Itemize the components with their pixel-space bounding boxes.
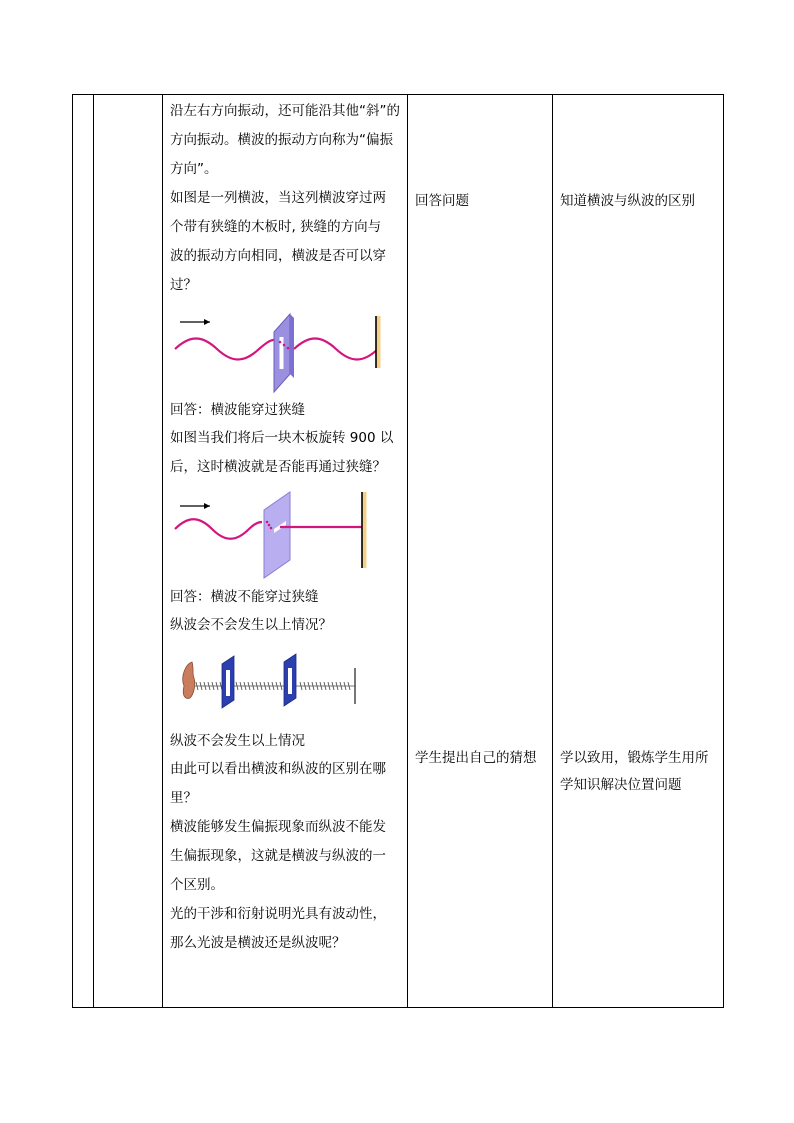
- table-row: [73, 95, 724, 1008]
- design-intent-cell: [553, 95, 724, 1008]
- teaching-content-cell: [163, 95, 408, 1008]
- answer-line: 纵波不会发生以上情况: [170, 733, 305, 749]
- text-line: 沿左右方向振动，还可能沿其他“斜”的: [170, 103, 400, 119]
- text-line: 后，这时横波就是否能再通过狭缝？: [170, 459, 386, 475]
- table-cell-index: [73, 95, 94, 1008]
- student-activity-text: 回答问题: [415, 193, 469, 209]
- answer-line: 回答：横波能穿过狭缝: [170, 402, 305, 418]
- student-activity-cell: [408, 95, 553, 1008]
- text-line: 波的振动方向相同，横波是否可以穿: [170, 248, 386, 264]
- text-line: 如图当我们将后一块木板旋转 900 以: [170, 430, 394, 446]
- design-intent-line: 学以致用，锻炼学生用所: [560, 750, 709, 766]
- design-intent-text: 知道横波与纵波的区别: [560, 193, 695, 209]
- text-line: 那么光波是横波还是纵波呢？: [170, 935, 346, 951]
- text-line: 由此可以看出横波和纵波的区别在哪: [170, 761, 386, 777]
- text-line: 横波能够发生偏振现象而纵波不能发: [170, 819, 386, 835]
- transverse-wave-blocked-figure: [170, 484, 400, 584]
- lesson-table: [72, 94, 724, 1008]
- answer-line: 回答：横波不能穿过狭缝: [170, 589, 319, 605]
- text-line: 过？: [170, 277, 197, 293]
- transverse-wave-pass-figure: [170, 302, 400, 397]
- text-line: 方向”。: [170, 161, 218, 177]
- longitudinal-wave-figure: [170, 646, 400, 722]
- text-line: 生偏振现象，这就是横波与纵波的一: [170, 848, 386, 864]
- text-line: 个带有狭缝的木板时, 狭缝的方向与: [170, 219, 382, 235]
- text-line: 纵波会不会发生以上情况？: [170, 617, 332, 633]
- text-line: 光的干涉和衍射说明光具有波动性，: [170, 906, 386, 922]
- text-line: 如图是一列横波，当这列横波穿过两: [170, 190, 386, 206]
- text-line: 方向振动。横波的振动方向称为“偏振: [170, 132, 393, 148]
- student-activity-text: 学生提出自己的猜想: [415, 750, 537, 766]
- design-intent-line: 学知识解决位置问题: [560, 777, 682, 793]
- design-intent-text: [560, 745, 717, 799]
- text-line: 里？: [170, 790, 197, 806]
- table-cell-section: [94, 95, 163, 1008]
- text-line: 个区别。: [170, 877, 224, 893]
